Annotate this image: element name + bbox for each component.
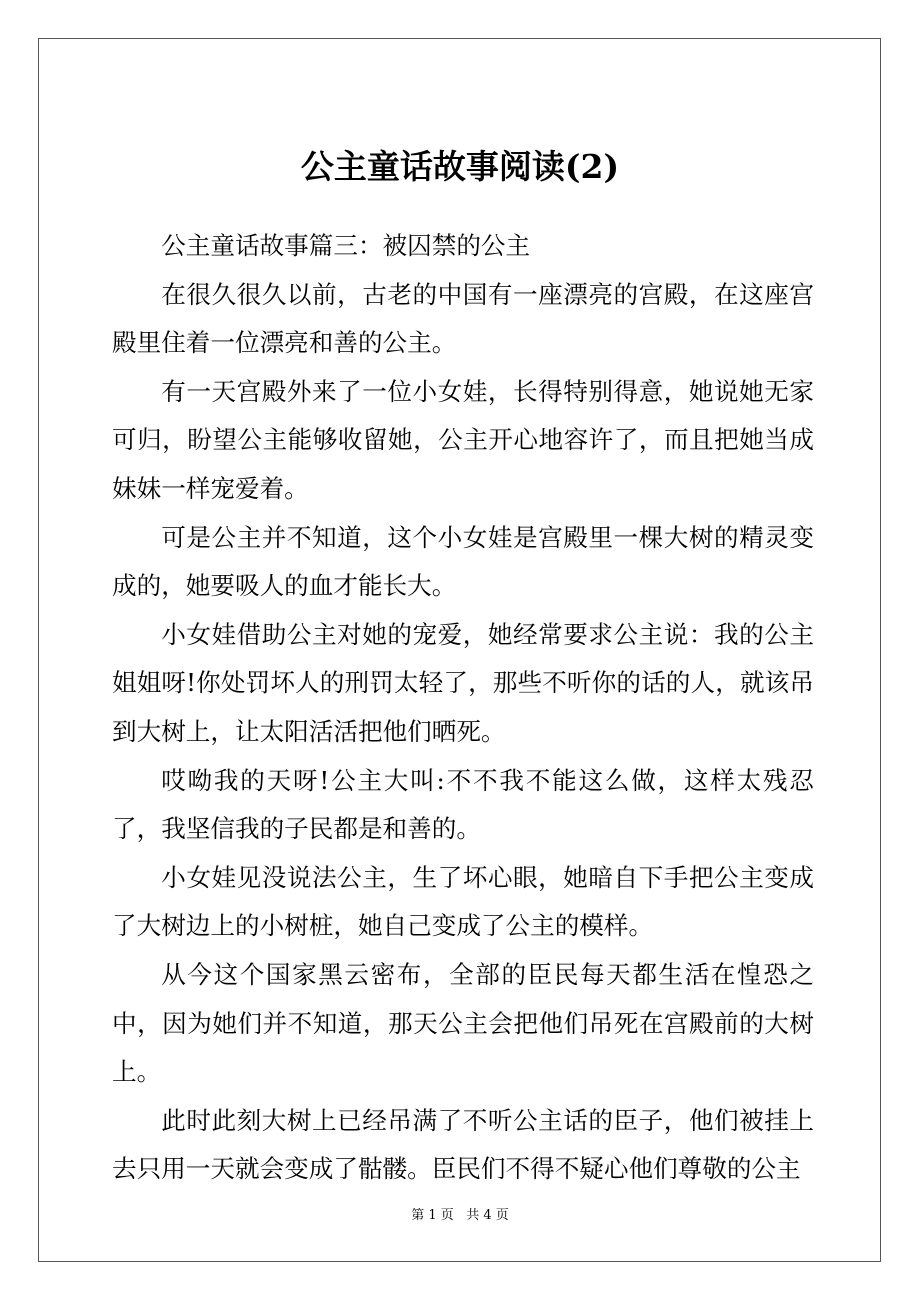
document-body [112,222,814,1194]
paragraph: 在很久很久以前，古老的中国有一座漂亮的宫殿，在这座宫殿里住着一位漂亮和善的公主。 [112,279,814,358]
paragraph: 公主童话故事篇三：被囚禁的公主 [161,231,531,260]
page-number: 第 1 页 [411,1208,454,1223]
paragraph: 有一天宫殿外来了一位小女娃，长得特别得意，她说她无家可归，盼望公主能够收留她，公主开心地容许了，而且把她当成妹妹一样宠爱着。 [112,376,814,503]
paragraph: 小女娃借助公主对她的宠爱，她经常要求公主说：我的公主姐姐呀!你处罚坏人的刑罚太轻了，那些不听你的话的人，就该吊到大树上，让太阳活活把他们晒死。 [112,619,814,746]
page-total: 共 4 页 [466,1208,509,1223]
document-title: 公主童话故事阅读(2) [300,147,620,186]
paragraph: 哎呦我的天呀!公主大叫:不不我不能这么做，这样太残忍了，我坚信我的子民都是和善的。 [112,765,814,844]
paragraph: 可是公主并不知道，这个小女娃是宫殿里一棵大树的精灵变成的，她要吸人的血才能长大。 [112,522,814,601]
paragraph: 小女娃见没说法公主，生了坏心眼，她暗自下手把公主变成了大树边上的小树桩，她自己变成了公主的模样。 [112,862,814,941]
page-footer [0,1206,920,1226]
paragraph: 此时此刻大树上已经吊满了不听公主话的臣子，他们被挂上去只用一天就会变成了骷髅。臣民们不得不疑心他们尊敬的公主 [112,1105,814,1184]
paragraph: 从今这个国家黑云密布，全部的臣民每天都生活在惶恐之中，因为她们并不知道，那天公主会把他们吊死在宫殿前的大树上。 [112,959,814,1087]
